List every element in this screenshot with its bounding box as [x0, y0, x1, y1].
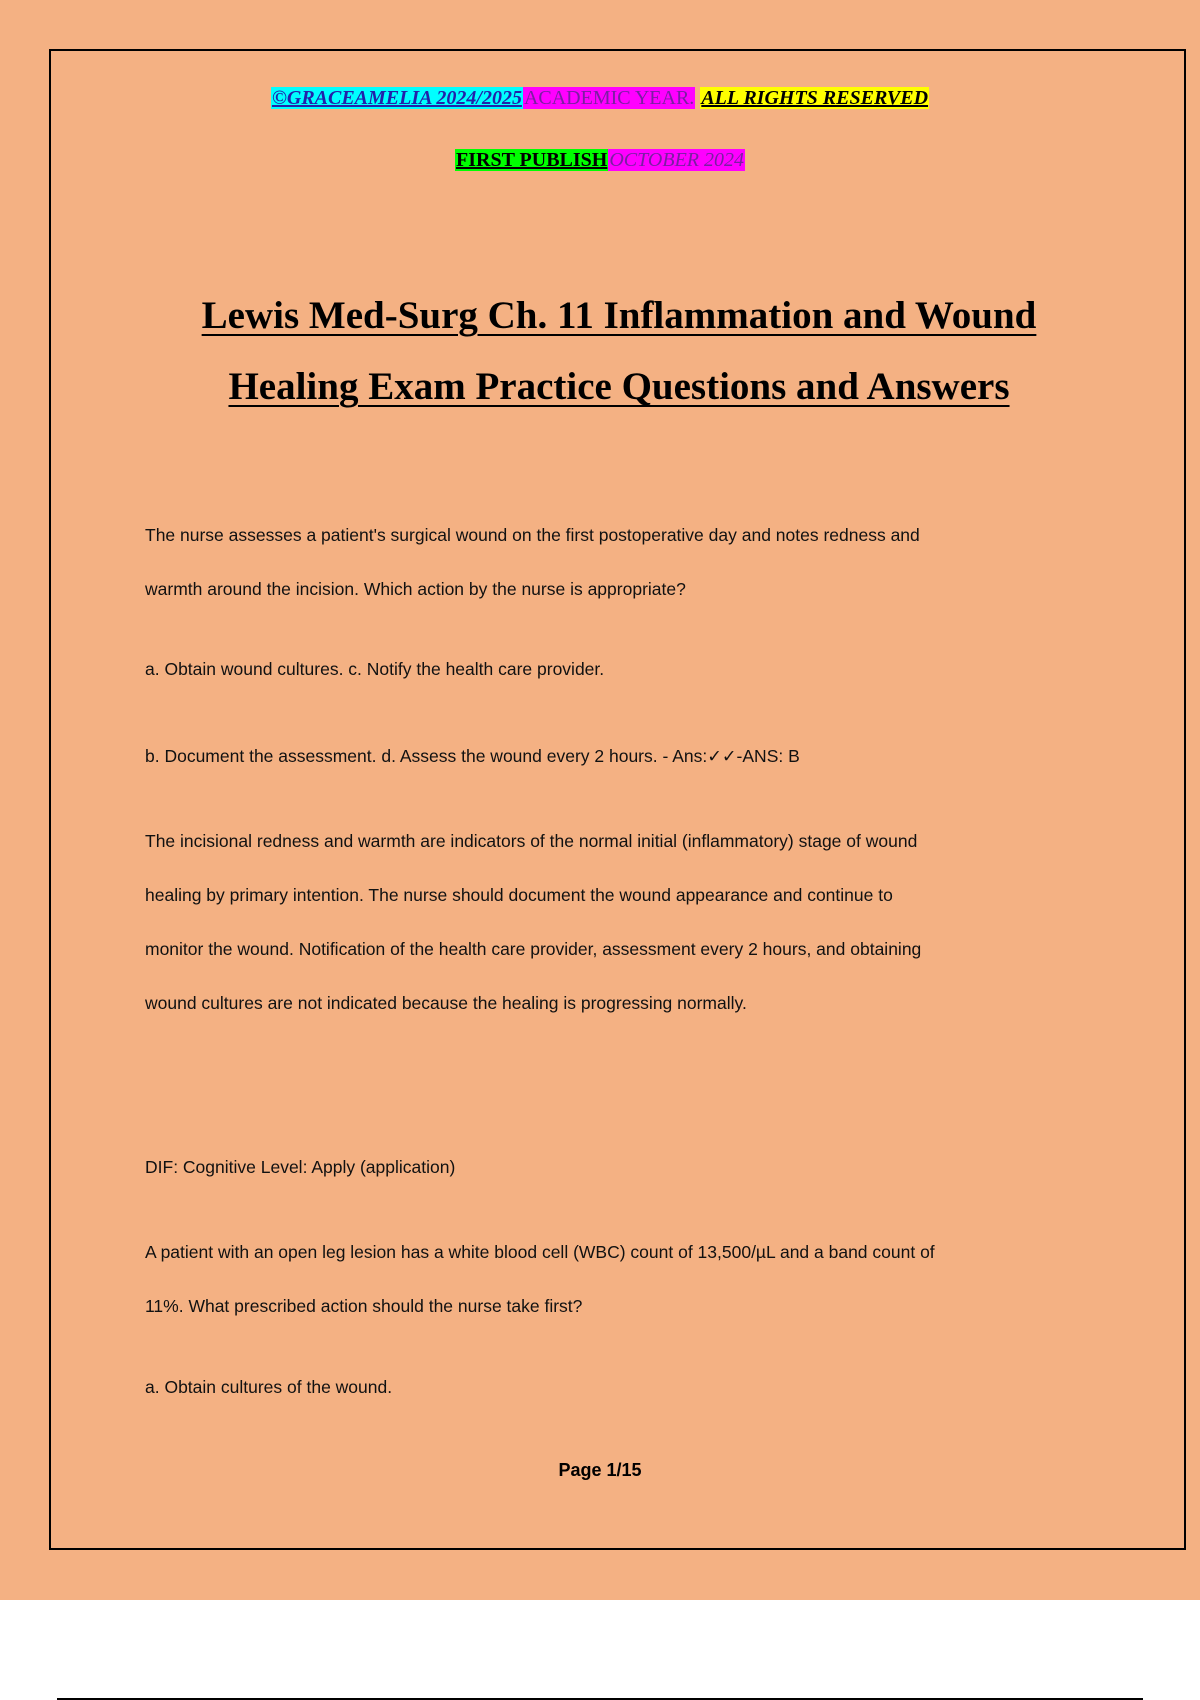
question-2-line-1: A patient with an open leg lesion has a white blood cell (WBC) count of 13,500/µL and a band count of — [145, 1242, 935, 1262]
copyright-text: ©GRACEAMELIA 2024/2025 — [271, 87, 522, 109]
title-line-2: Healing Exam Practice Questions and Answers — [228, 365, 1010, 408]
rationale-line-1: The incisional redness and warmth are indicators of the normal initial (inflammatory) stage of wound — [145, 831, 918, 851]
rights-reserved-text: ALL RIGHTS RESERVED — [701, 87, 929, 109]
question-1-line-2: warmth around the incision. Which action by the nurse is appropriate? — [145, 579, 686, 599]
question-2-stem — [145, 1225, 1085, 1333]
first-publish-text: FIRST PUBLISH — [456, 149, 608, 171]
rationale-line-3: monitor the wound. Notification of the health care provider, assessment every 2 hours, and obtaining — [145, 939, 922, 959]
question-1-stem — [145, 508, 1085, 616]
academic-year-text: ACADEMIC YEAR. — [523, 87, 695, 109]
copyright-header — [0, 86, 1200, 110]
question-1-options-ac: a. Obtain wound cultures. c. Notify the health care provider. — [145, 659, 605, 679]
title-line-1: Lewis Med-Surg Ch. 11 Inflammation and Wound — [201, 294, 1037, 337]
question-2-line-2: 11%. What prescribed action should the nurse take first? — [145, 1296, 583, 1316]
question-1-line-1: The nurse assesses a patient's surgical wound on the first postoperative day and notes redness and — [145, 525, 920, 545]
question-2-option-a: a. Obtain cultures of the wound. — [145, 1377, 393, 1397]
rationale-line-4: wound cultures are not indicated because the healing is progressing normally. — [145, 993, 747, 1013]
publish-header — [0, 148, 1200, 172]
difficulty-level: DIF: Cognitive Level: Apply (application) — [145, 1157, 456, 1177]
rationale — [145, 814, 1085, 1030]
page-title — [140, 280, 1098, 422]
question-1-options-bd: b. Document the assessment. d. Assess the wound every 2 hours. - Ans:✓✓-ANS: B — [145, 746, 800, 766]
page-number: Page 1/15 — [558, 1460, 642, 1480]
rationale-line-2: healing by primary intention. The nurse should document the wound appearance and continue to — [145, 885, 893, 905]
publish-date-text: OCTOBER 2024 — [609, 149, 744, 171]
